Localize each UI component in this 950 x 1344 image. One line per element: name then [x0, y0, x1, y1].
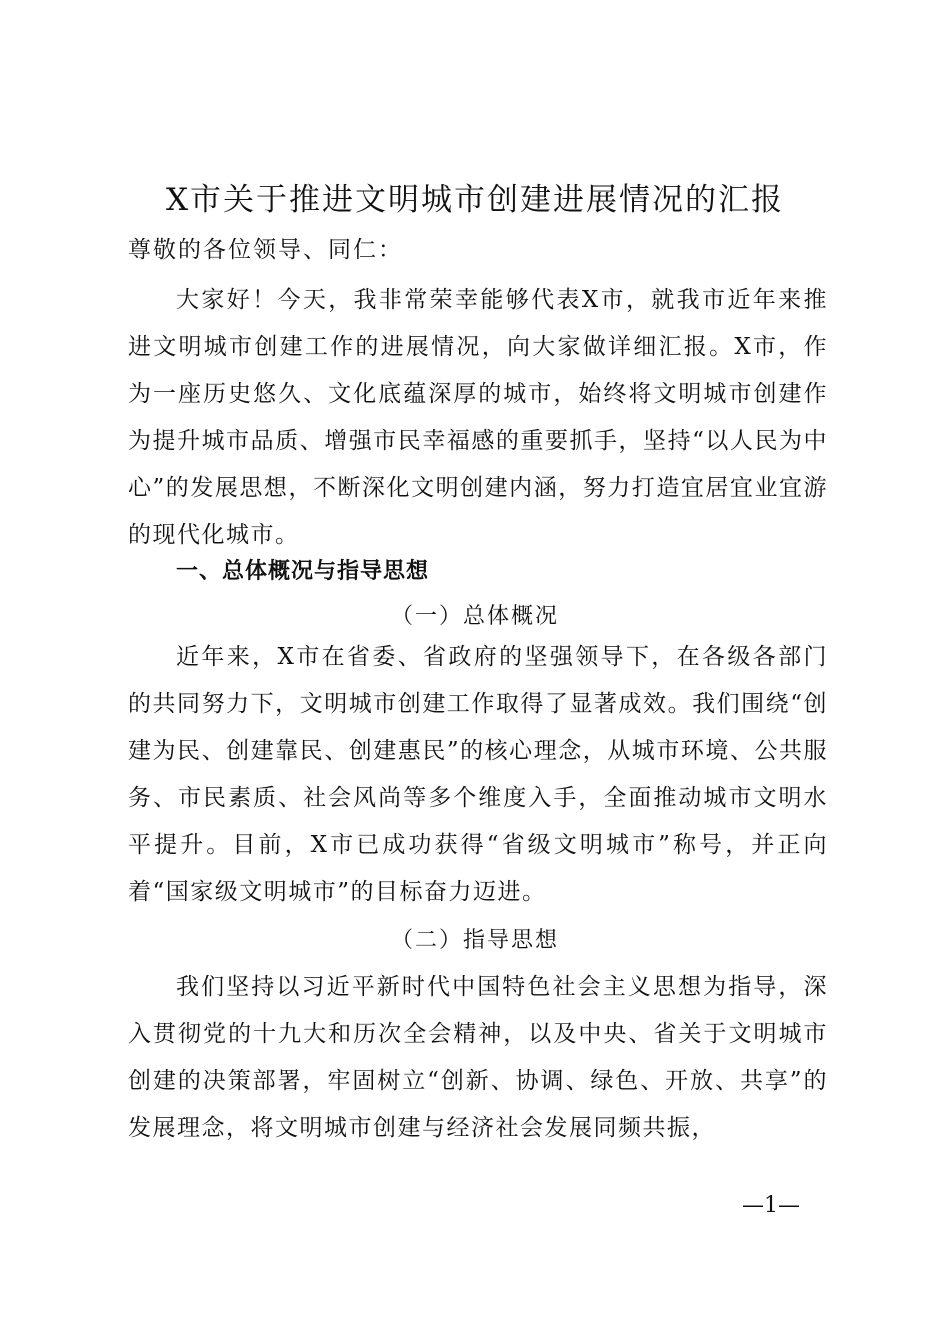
paragraph-guiding-thought: 我们坚持以习近平新时代中国特色社会主义思想为指导，深入贯彻党的十九大和历次全会精神，以及中央、省关于文明城市创建的决策部署，牢固树立“创新、协调、绿色、开放、共享”的发展理念，将文明城市创建与经济社会发展同频共振， [128, 974, 828, 1141]
document-title: X市关于推进文明城市创建进展情况的汇报 [165, 182, 785, 218]
paragraph-intro: 大家好！今天，我非常荣幸能够代表X市，就我市近年来推进文明城市创建工作的进展情况，向大家做详细汇报。X市，作为一座历史悠久、文化底蕴深厚的城市，始终将文明城市创建作为提升城市品质、增强市民幸福感的重要抓手，坚持“以人民为中心”的发展思想，不断深化文明创建内涵，努力打造宜居宜业宜游的现代化城市。 [128, 287, 828, 548]
section-heading: 一、总体概况与指导思想 [176, 559, 430, 584]
subheading-guiding-thought: （二）指导思想 [390, 928, 559, 953]
subheading-overview: （一）总体概况 [390, 604, 559, 629]
salutation: 尊敬的各位领导、同仁： [128, 237, 403, 263]
page-number: —1— [742, 1193, 800, 1218]
paragraph-overview: 近年来，X市在省委、省政府的坚强领导下，在各级各部门的共同努力下，文明城市创建工作取得了显著成效。我们围绕“创建为民、创建靠民、创建惠民”的核心理念，从城市环境、公共服务、市民素质、社会风尚等多个维度入手，全面推动城市文明水平提升。目前，X市已成功获得“省级文明城市”称号，并正向着“国家级文明城市”的目标奋力迈进。 [128, 644, 828, 905]
